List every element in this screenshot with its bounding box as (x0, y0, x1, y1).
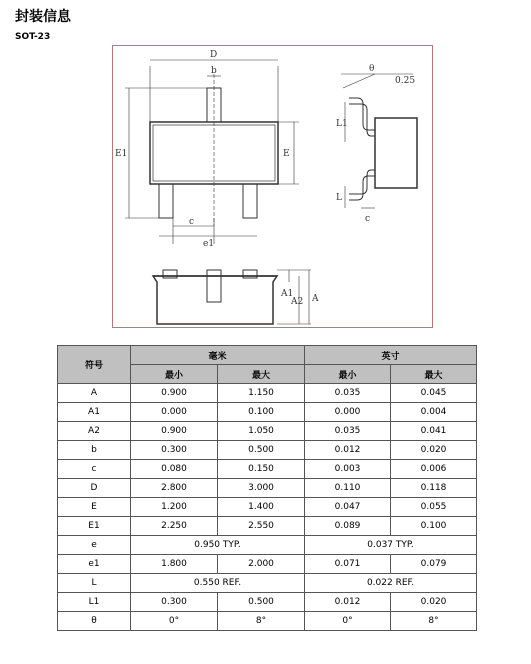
cell-in-max: 8° (391, 612, 477, 631)
cell-symbol: A2 (58, 422, 131, 441)
side-view-upper-lead (349, 98, 375, 130)
label-A2: A2 (291, 297, 304, 307)
table-row (58, 555, 477, 574)
cell-mm-min: 0.300 (131, 593, 218, 612)
label-b: b (211, 66, 217, 76)
table-row (58, 612, 477, 631)
front-view-lead-top (207, 270, 221, 302)
table-row (58, 498, 477, 517)
label-gauge: 0.25 (395, 76, 416, 86)
cell-in-max: 0.079 (391, 555, 477, 574)
cell-symbol: A (58, 384, 131, 403)
bottom-lead-left (159, 184, 173, 218)
cell-in-min: 0° (305, 612, 391, 631)
cell-mm-max: 0.500 (218, 593, 305, 612)
cell-in-max: 0.041 (391, 422, 477, 441)
table-row (58, 403, 477, 422)
cell-in-max: 0.100 (391, 517, 477, 536)
table-row (58, 517, 477, 536)
cell-in-min: 0.089 (305, 517, 391, 536)
cell-in-max: 0.045 (391, 384, 477, 403)
table-row (58, 574, 477, 593)
header-symbol: 符号 (58, 346, 131, 384)
cell-symbol: e (58, 536, 131, 555)
label-c-bottom: c (189, 217, 195, 227)
cell-mm-min: 2.250 (131, 517, 218, 536)
label-L: L (336, 193, 342, 203)
label-theta: θ (369, 64, 375, 74)
cell-in-max: 0.020 (391, 593, 477, 612)
cell-mm-min: 0° (131, 612, 218, 631)
header-inch: 英寸 (305, 346, 477, 365)
cell-mm-span: 0.950 TYP. (131, 536, 305, 555)
cell-mm-min: 0.900 (131, 422, 218, 441)
cell-mm-min: 2.800 (131, 479, 218, 498)
cell-mm-span: 0.550 REF. (131, 574, 305, 593)
label-D: D (210, 50, 218, 60)
cell-in-min: 0.071 (305, 555, 391, 574)
cell-symbol: θ (58, 612, 131, 631)
cell-in-min: 0.035 (305, 384, 391, 403)
cell-in-min: 0.012 (305, 441, 391, 460)
table-row (58, 441, 477, 460)
label-c-side: c (365, 214, 371, 224)
cell-symbol: b (58, 441, 131, 460)
cell-symbol: A1 (58, 403, 131, 422)
cell-mm-min: 1.200 (131, 498, 218, 517)
header-mm: 毫米 (131, 346, 305, 365)
package-outline-svg (113, 46, 434, 329)
cell-mm-max: 2.000 (218, 555, 305, 574)
cell-symbol: c (58, 460, 131, 479)
side-view-body (375, 118, 417, 188)
label-L1: L1 (336, 119, 348, 129)
page-title: 封装信息 (15, 9, 71, 25)
cell-mm-max: 1.400 (218, 498, 305, 517)
cell-symbol: D (58, 479, 131, 498)
table-row (58, 593, 477, 612)
cell-mm-max: 8° (218, 612, 305, 631)
cell-symbol: E (58, 498, 131, 517)
label-A: A (312, 294, 319, 304)
cell-mm-min: 0.300 (131, 441, 218, 460)
bottom-lead-right (243, 184, 257, 218)
table-row (58, 536, 477, 555)
cell-in-min: 0.000 (305, 403, 391, 422)
cell-in-min: 0.012 (305, 593, 391, 612)
package-drawing (112, 45, 433, 328)
cell-symbol: e1 (58, 555, 131, 574)
cell-symbol: E1 (58, 517, 131, 536)
cell-in-min: 0.035 (305, 422, 391, 441)
cell-symbol: L (58, 574, 131, 593)
cell-mm-max: 0.150 (218, 460, 305, 479)
cell-in-span: 0.037 TYP. (305, 536, 477, 555)
cell-in-max: 0.004 (391, 403, 477, 422)
side-view-lower-lead (349, 176, 375, 200)
cell-mm-max: 1.150 (218, 384, 305, 403)
cell-in-max: 0.055 (391, 498, 477, 517)
table-row (58, 384, 477, 403)
table-row (58, 479, 477, 498)
cell-mm-min: 0.080 (131, 460, 218, 479)
cell-mm-max: 2.550 (218, 517, 305, 536)
cell-in-span: 0.022 REF. (305, 574, 477, 593)
label-E1: E1 (115, 149, 128, 159)
cell-mm-min: 1.800 (131, 555, 218, 574)
header-min-in: 最小 (305, 365, 391, 384)
dimension-table (57, 345, 477, 631)
package-name: SOT-23 (15, 32, 51, 42)
cell-symbol: L1 (58, 593, 131, 612)
cell-mm-max: 3.000 (218, 479, 305, 498)
table-row (58, 460, 477, 479)
cell-mm-min: 0.900 (131, 384, 218, 403)
front-view-body (153, 276, 277, 324)
cell-mm-max: 0.500 (218, 441, 305, 460)
cell-mm-max: 0.100 (218, 403, 305, 422)
label-e1: e1 (203, 239, 215, 249)
header-max-in: 最大 (391, 365, 477, 384)
label-E: E (283, 149, 290, 159)
table-row (58, 422, 477, 441)
cell-in-min: 0.003 (305, 460, 391, 479)
header-min-mm: 最小 (131, 365, 218, 384)
cell-in-max: 0.006 (391, 460, 477, 479)
cell-in-min: 0.047 (305, 498, 391, 517)
cell-mm-max: 1.050 (218, 422, 305, 441)
cell-in-max: 0.020 (391, 441, 477, 460)
cell-mm-min: 0.000 (131, 403, 218, 422)
label-A1: A1 (281, 289, 294, 299)
cell-in-max: 0.118 (391, 479, 477, 498)
cell-in-min: 0.110 (305, 479, 391, 498)
header-max-mm: 最大 (218, 365, 305, 384)
